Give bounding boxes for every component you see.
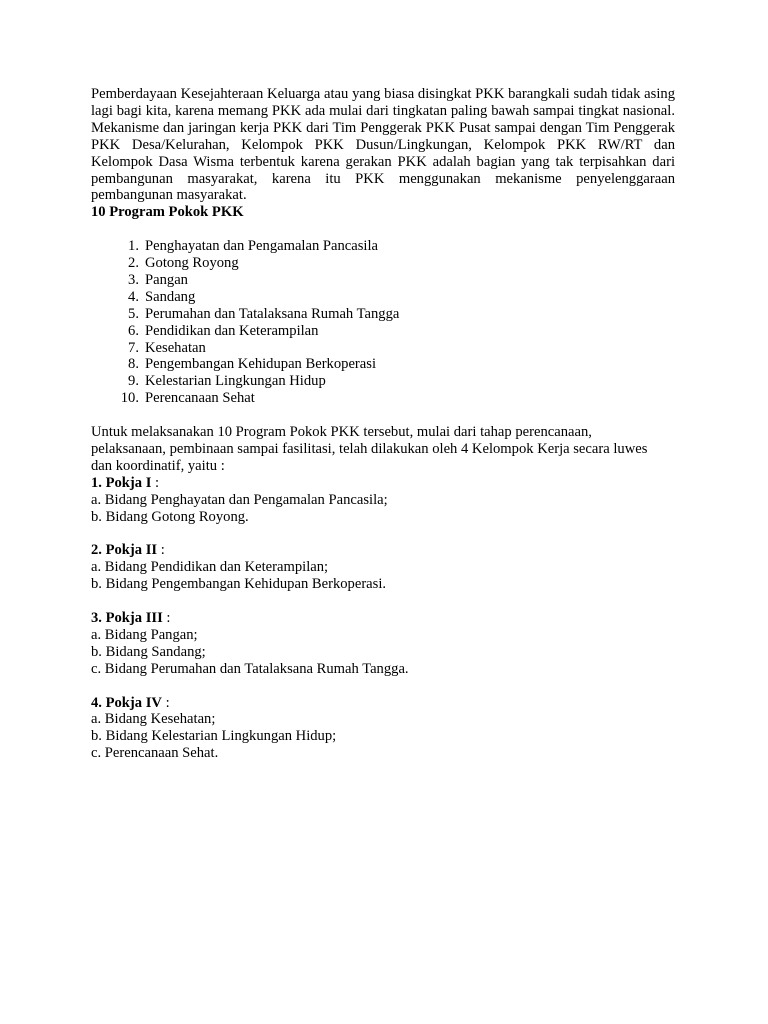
programs-heading: 10 Program Pokok PKK [91,204,244,221]
program-number: 10. [120,390,139,407]
program-list [91,238,675,407]
program-number: 1. [128,238,139,255]
pokja-title [91,695,675,712]
pokja-item: c. Perencanaan Sehat. [91,745,219,762]
program-number: 6. [128,322,139,339]
pokja-title-label: 3. Pokja III [91,610,163,627]
pokja-title [91,542,675,559]
program-text: Perumahan dan Tatalaksana Rumah Tangga [145,305,400,322]
program-text: Sandang [145,288,196,305]
pokja-title-label: 2. Pokja II [91,542,158,559]
pokja-section [91,610,675,678]
program-number: 8. [128,356,139,373]
pokja-item: a. Bidang Kesehatan; [91,711,216,728]
program-text: Pengembangan Kehidupan Berkoperasi [145,356,376,373]
program-item [91,238,675,255]
program-text: Penghayatan dan Pengamalan Pancasila [145,238,379,255]
document-page [91,86,675,762]
pokja-title-suffix: : [157,542,165,559]
pokja-item: b. Bidang Kelestarian Lingkungan Hidup; [91,728,337,745]
program-item [91,373,675,390]
program-text: Pangan [145,271,188,288]
program-number: 7. [128,339,139,356]
program-text: Perencanaan Sehat [145,390,255,407]
program-number: 2. [128,255,139,272]
pokja-item: b. Bidang Sandang; [91,643,206,660]
program-item [91,356,675,373]
program-number: 5. [128,305,139,322]
pokja-section [91,695,675,763]
program-item [91,306,675,323]
pokja-title [91,610,675,627]
pokja-title-suffix: : [162,610,171,627]
pokja-title-label: 4. Pokja IV [91,694,162,711]
pokja-title-suffix: : [151,474,160,491]
pokja-item: a. Bidang Penghayatan dan Pengamalan Pancasila; [91,491,388,508]
pokja-section [91,475,675,526]
pokja-item: a. Bidang Pendidikan dan Keterampilan; [91,559,329,576]
program-item [91,289,675,306]
program-text: Pendidikan dan Keterampilan [145,322,319,339]
program-text: Kesehatan [145,339,206,356]
pokja-title-suffix: : [161,694,170,711]
intro-paragraph: Pemberdayaan Kesejahteraan Keluarga atau yang biasa disingkat PKK barangkali sudah tidak asing lagi bagi kita, karena memang PKK ada mulai dari tingkatan paling bawah sampai tingkat nasional. Mekanisme dan jaringan kerja PKK dari Tim Penggerak PKK Pusat sampai dengan Tim Penggerak PKK Desa/Kelurahan, Kelompok PKK Dusun/Lingkungan, Kelompok PKK RW/RT dan Kelompok Dasa Wisma terbentuk karena gerakan PKK adalah bagian yang tak terpisahkan dari pembangunan masyarakat, karena itu PKK menggunakan mekanisme penyelenggaraan pembangunan masyarakat. [91,86,675,204]
program-number: 4. [128,288,139,305]
program-number: 9. [128,373,139,390]
implementation-paragraph: Untuk melaksanakan 10 Program Pokok PKK tersebut, mulai dari tahap perencanaan, pelaksanaan, pembinaan sampai fasilitasi, telah dilakukan oleh 4 Kelompok Kerja secara luwes dan koordinatif, yaitu : [91,424,648,474]
pokja-title [91,475,675,492]
pokja-item: b. Bidang Gotong Royong. [91,508,249,525]
program-item [91,390,675,407]
pokja-item: b. Bidang Pengembangan Kehidupan Berkoperasi. [91,576,387,593]
pokja-title-label: 1. Pokja I [91,474,152,491]
program-item [91,272,675,289]
pokja-section [91,542,675,593]
program-item [91,255,675,272]
program-text: Kelestarian Lingkungan Hidup [145,373,326,390]
pokja-item: c. Bidang Perumahan dan Tatalaksana Rumah Tangga. [91,660,409,677]
program-text: Gotong Royong [145,255,239,272]
program-item [91,323,675,340]
pokja-item: a. Bidang Pangan; [91,626,198,643]
program-number: 3. [128,271,139,288]
program-item [91,340,675,357]
